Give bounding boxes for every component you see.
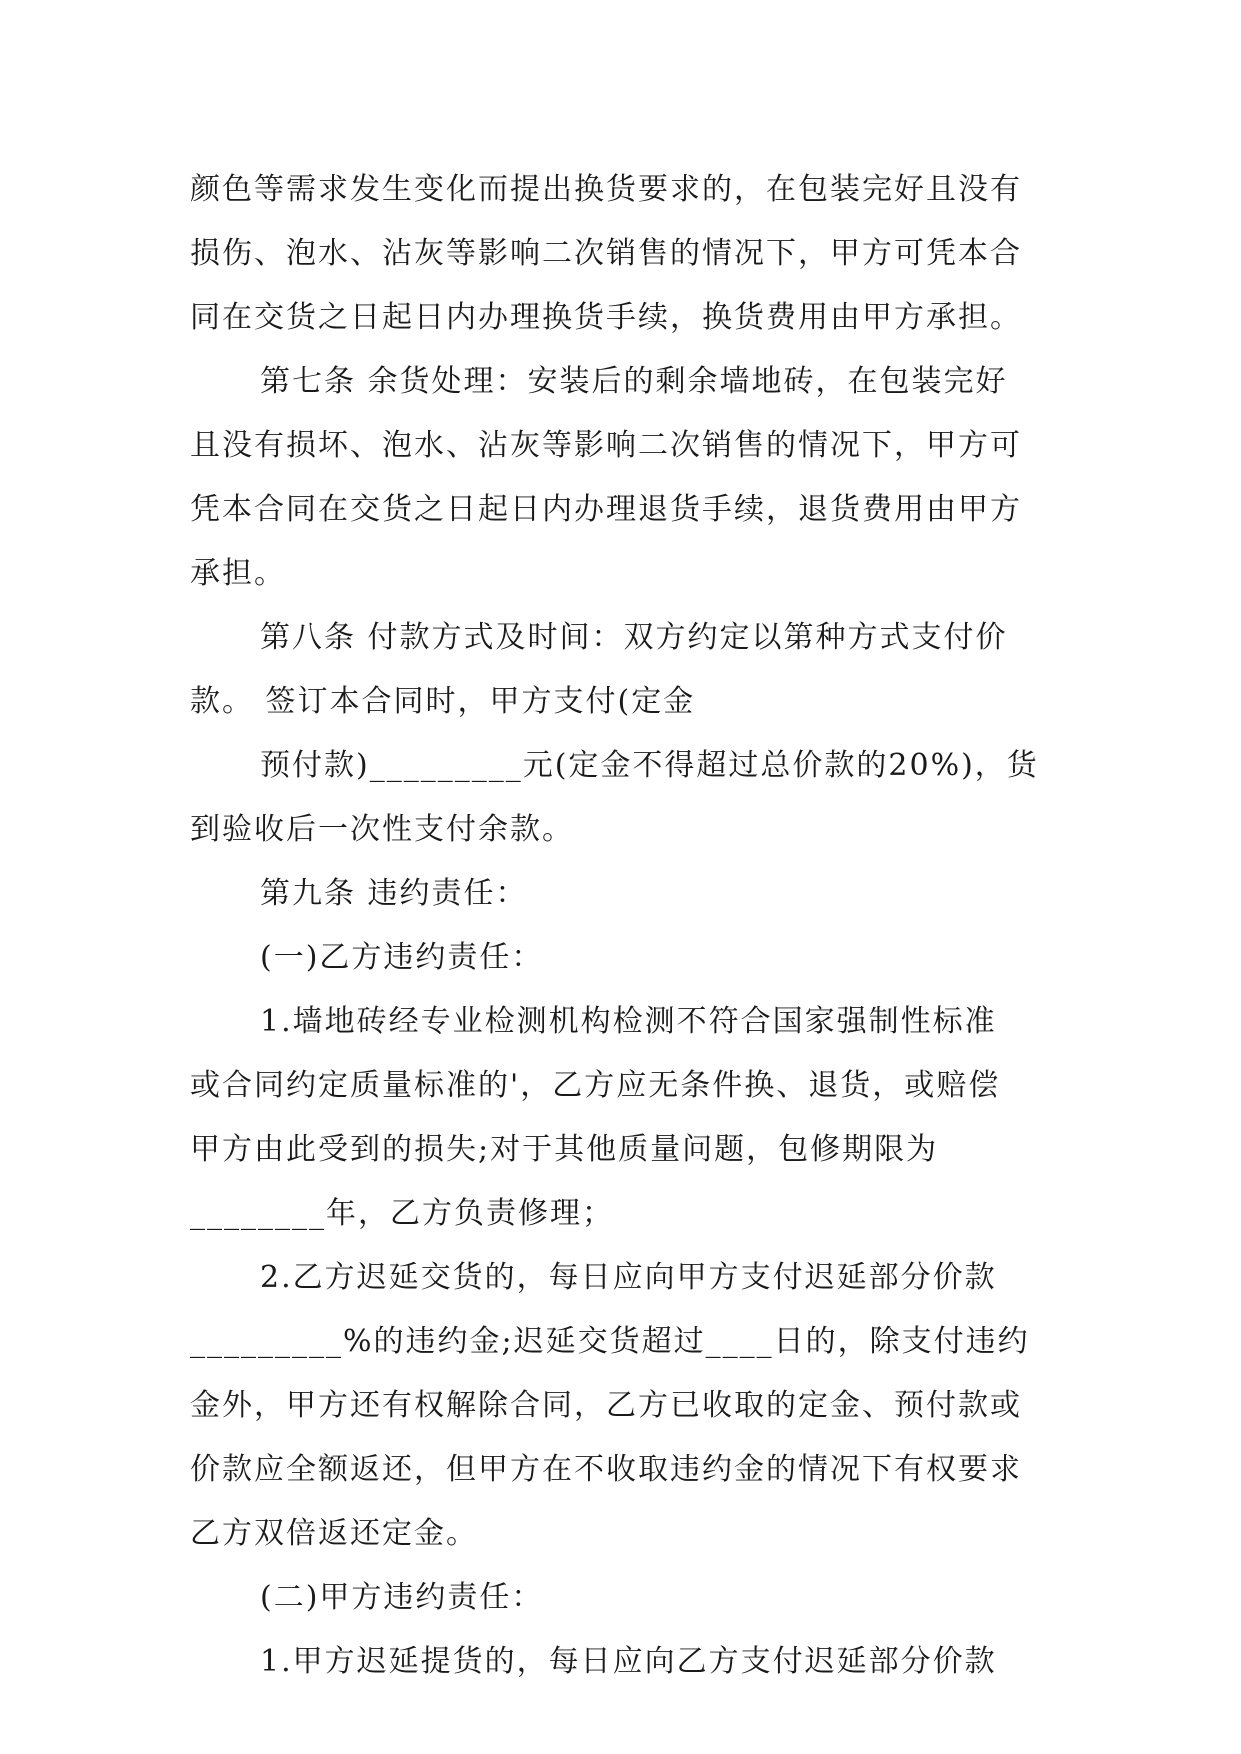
text-line-11: 到验收后一次性支付余款。: [190, 812, 574, 847]
text-line-2: 损伤、泡水、沾灰等影响二次销售的情况下，甲方可凭本合: [190, 236, 1022, 271]
text-line-20: 金外，甲方还有权解除合同，乙方已收取的定金、预付款或: [190, 1388, 1022, 1423]
text-line-1: 颜色等需求发生变化而提出换货要求的，在包装完好且没有: [190, 172, 1022, 207]
prepayment-line: 预付款)_________元(定金不得超过总价款的20%)，货: [260, 748, 1039, 783]
party-b-liability-heading: (一)乙方违约责任：: [260, 940, 544, 975]
text-line-5: 且没有损坏、泡水、沾灰等影响二次销售的情况下，甲方可: [190, 428, 1022, 463]
party-b-item-2-line: 2.乙方迟延交货的，每日应向甲方支付迟延部分价款: [260, 1260, 997, 1295]
party-a-item-1-line: 1.甲方迟延提货的，每日应向乙方支付迟延部分价款: [260, 1644, 997, 1679]
text-line-21: 价款应全额返还，但甲方在不收取违约金的情况下有权要求: [190, 1452, 1022, 1487]
contract-page-body: [190, 158, 1060, 1694]
text-line-3: 同在交货之日起日内办理换货手续，换货费用由甲方承担。: [190, 300, 1022, 335]
party-a-liability-heading: (二)甲方违约责任：: [260, 1580, 544, 1615]
text-line-17: ________年，乙方负责修理；: [190, 1196, 614, 1231]
article-7-heading-line: 第七条 余货处理：安装后的剩余墙地砖，在包装完好: [260, 364, 1008, 399]
text-line-19: _________%的违约金;迟延交货超过____日的，除支付违约: [190, 1324, 1030, 1359]
text-line-15: 或合同约定质量标准的'，乙方应无条件换、退货，或赔偿: [190, 1068, 1001, 1103]
text-line-16: 甲方由此受到的损失;对于其他质量问题，包修期限为: [190, 1132, 939, 1167]
text-line-7: 承担。: [190, 556, 286, 591]
article-9-heading: 第九条 违约责任：: [260, 876, 528, 911]
party-b-item-1-line: 1.墙地砖经专业检测机构检测不符合国家强制性标准: [260, 1004, 997, 1039]
article-8-heading-line: 第八条 付款方式及时间：双方约定以第种方式支付价: [260, 620, 1008, 655]
text-line-6: 凭本合同在交货之日起日内办理退货手续，退货费用由甲方: [190, 492, 1022, 527]
text-line-22: 乙方双倍返还定金。: [190, 1516, 478, 1551]
text-line-9: 款。 签订本合同时，甲方支付(定金: [190, 684, 696, 719]
